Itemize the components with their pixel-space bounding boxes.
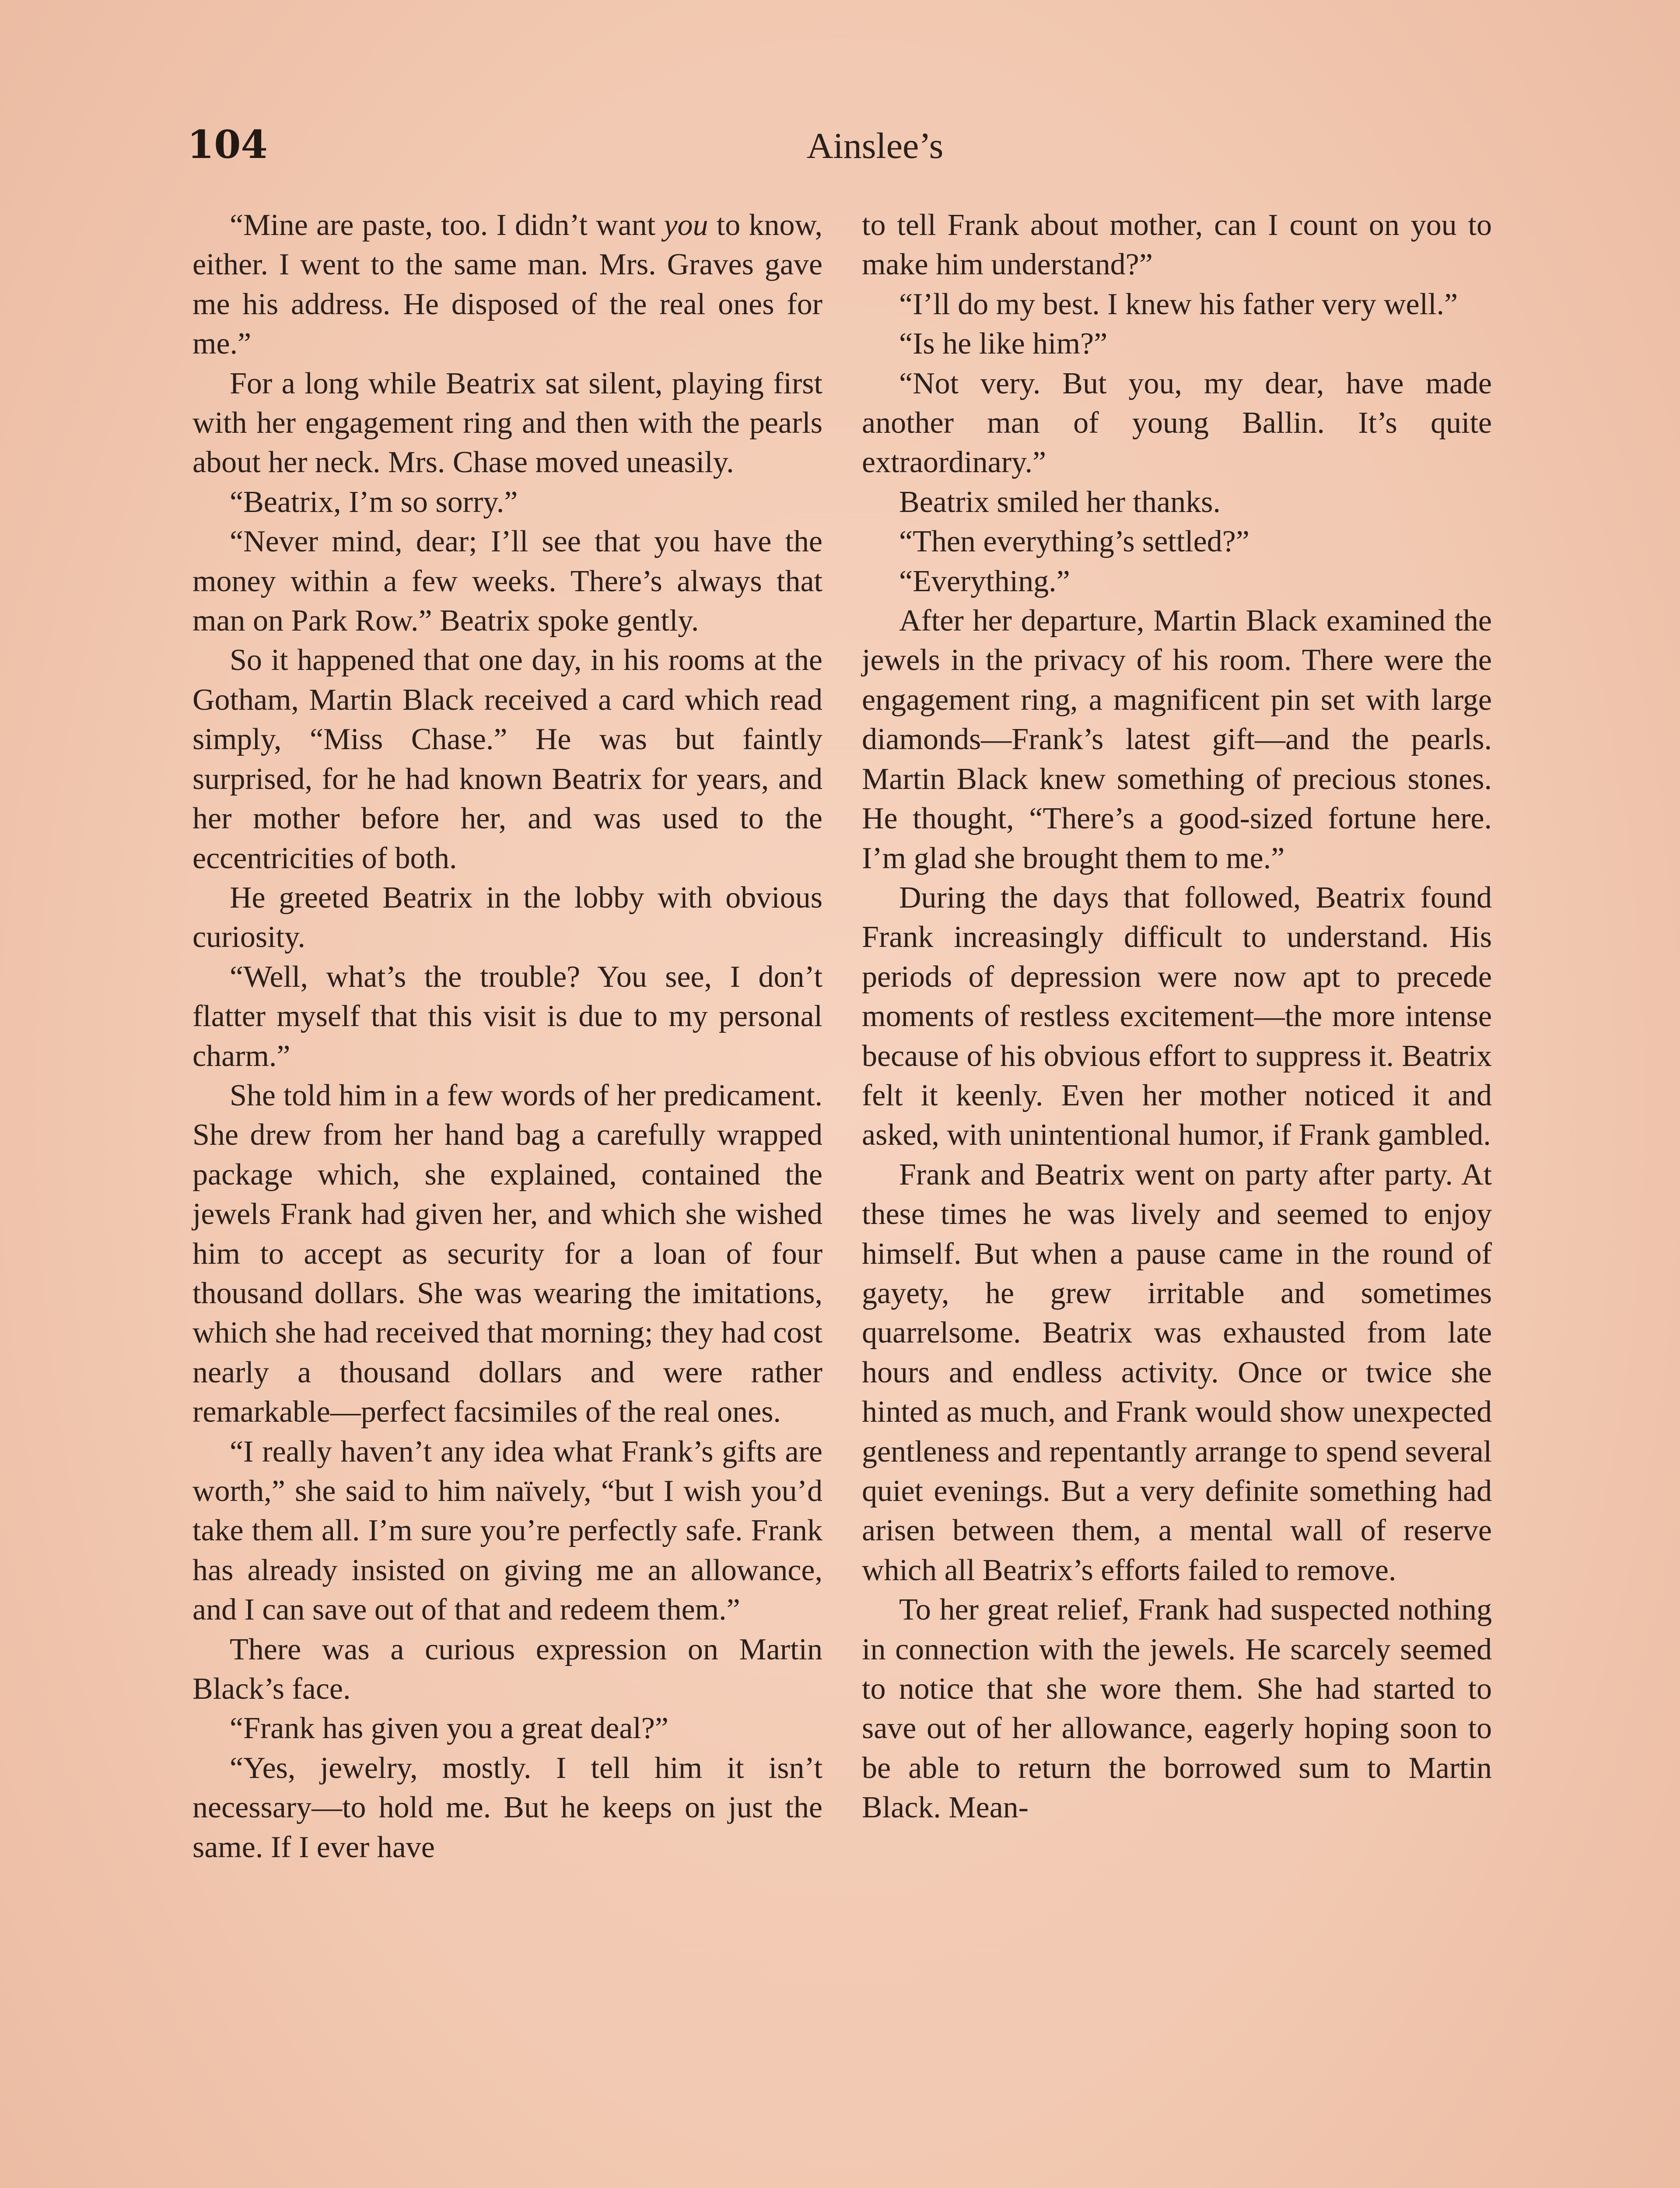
text-span: “Yes, jewelry, mostly. I tell him it isn’t necessary—to hold me. But he keeps on just the same. If I ever have: [192, 1751, 822, 1864]
paragraph: [862, 878, 1492, 1155]
paragraph: [862, 364, 1492, 483]
paragraph: [192, 878, 822, 957]
paragraph: [862, 1590, 1492, 1827]
text-span: There was a curious expression on Martin Black’s face.: [192, 1632, 822, 1706]
text-span: During the days that followed, Beatrix found Frank increasingly difficult to understand. His periods of depression were now apt to precede moments of restless excitement—the more intense because of his obvious effort to suppress it. Beatrix felt it keenly. Even her mother noticed it and asked, with unintentional humor, if Frank gambled.: [862, 880, 1492, 1152]
paragraph: [862, 562, 1492, 601]
paragraph: [192, 1749, 822, 1867]
text-span: Frank and Beatrix went on party after party. At these times he was lively and seemed to enjoy himself. But when a pause came in the round of gayety, he grew irritable and sometimes quarrelsome. Beatrix was exhausted from late hours and endless activity. Once or twice she hinted as much, and Frank would show unexpected gentleness and repentantly arrange to spend several quiet evenings. But a very definite something had arisen between them, a mental wall of reserve which all Beatrix’s efforts failed to remove.: [862, 1157, 1492, 1587]
text-span: to know, either. I went to the same man. Mrs. Graves gave me his address. He disposed of the real ones for me.”: [192, 208, 822, 361]
text-span: to tell Frank about mother, can I count on you to make him understand?”: [862, 208, 1492, 282]
paragraph: [862, 206, 1492, 285]
text-span: “I really haven’t any idea what Frank’s gifts are worth,” she said to him naïvely, “but I wish you’d take them all. I’m sure you’re perfectly safe. Frank has already insisted on giving me an allowance, and I can save out of that and redeem them.”: [192, 1434, 822, 1627]
text-span: Beatrix smiled her thanks.: [899, 485, 1221, 519]
text-span: “I’ll do my best. I knew his father very well.”: [899, 287, 1458, 321]
text-span: He greeted Beatrix in the lobby with obvious curiosity.: [192, 880, 822, 954]
running-head: Ainslee’s: [806, 126, 944, 166]
text-span: “Well, what’s the trouble? You see, I don’t flatter myself that this visit is due to my personal charm.”: [192, 960, 822, 1073]
text-span: “Mine are paste, too. I didn’t want: [230, 208, 664, 242]
paragraph: [192, 1709, 822, 1748]
right-column: [862, 206, 1492, 1828]
paragraph: [192, 522, 822, 641]
paragraph: [862, 324, 1492, 364]
paragraph: [192, 1630, 822, 1709]
paragraph: [192, 483, 822, 522]
text-span: “Frank has given you a great deal?”: [230, 1711, 668, 1746]
text-span: After her departure, Martin Black examined the jewels in the privacy of his room. There were the engagement ring, a magnificent pin set with large diamonds—Frank’s latest gift—and the pearls. Martin Black knew something of precious stones. He thought, “There’s a good-sized fortune here. I’m glad she brought them to me.”: [862, 604, 1492, 875]
text-span: “Everything.”: [899, 564, 1070, 598]
text-span: “Beatrix, I’m so sorry.”: [230, 485, 518, 519]
italic-text: you: [664, 208, 708, 242]
paragraph: [192, 957, 822, 1076]
page-number: 104: [187, 122, 268, 167]
paragraph: [862, 1155, 1492, 1590]
paragraph: [862, 601, 1492, 878]
left-column: [192, 206, 822, 1867]
text-span: For a long while Beatrix sat silent, playing first with her engagement ring and then with the pearls about her neck. Mrs. Chase moved uneasily.: [192, 366, 822, 480]
text-span: “Is he like him?”: [899, 327, 1108, 361]
text-span: “Never mind, dear; I’ll see that you have the money within a few weeks. There’s always that man on Park Row.” Beatrix spoke gently.: [192, 525, 822, 638]
paragraph: [862, 522, 1492, 561]
paragraph: [862, 285, 1492, 324]
text-span: To her great relief, Frank had suspected nothing in connection with the jewels. He scarcely seemed to notice that she wore them. She had started to save out of her allowance, eagerly hoping soon to be able to return the borrowed sum to Martin Black. Mean-: [862, 1593, 1492, 1825]
paragraph: [192, 364, 822, 483]
paragraph: [862, 483, 1492, 522]
text-span: She told him in a few words of her predicament. She drew from her hand bag a carefully wrapped package which, she explained, contained the jewels Frank had given her, and which she wished him to accept as security for a loan of four thousand dollars. She was wearing the imitations, which she had received that morning; they had cost nearly a thousand dollars and were rather remarkable—perfect facsimiles of the real ones.: [192, 1078, 822, 1429]
paragraph: [192, 641, 822, 878]
text-span: “Then everything’s settled?”: [899, 525, 1250, 559]
text-span: So it happened that one day, in his rooms at the Gotham, Martin Black received a card which read simply, “Miss Chase.” He was but faintly surprised, for he had known Beatrix for years, and her mother before her, and was used to the eccentricities of both.: [192, 643, 822, 875]
paragraph: [192, 1432, 822, 1630]
paragraph: [192, 1076, 822, 1432]
paragraph: [192, 206, 822, 364]
text-span: “Not very. But you, my dear, have made another man of young Ballin. It’s quite extraordinary.”: [862, 366, 1492, 480]
